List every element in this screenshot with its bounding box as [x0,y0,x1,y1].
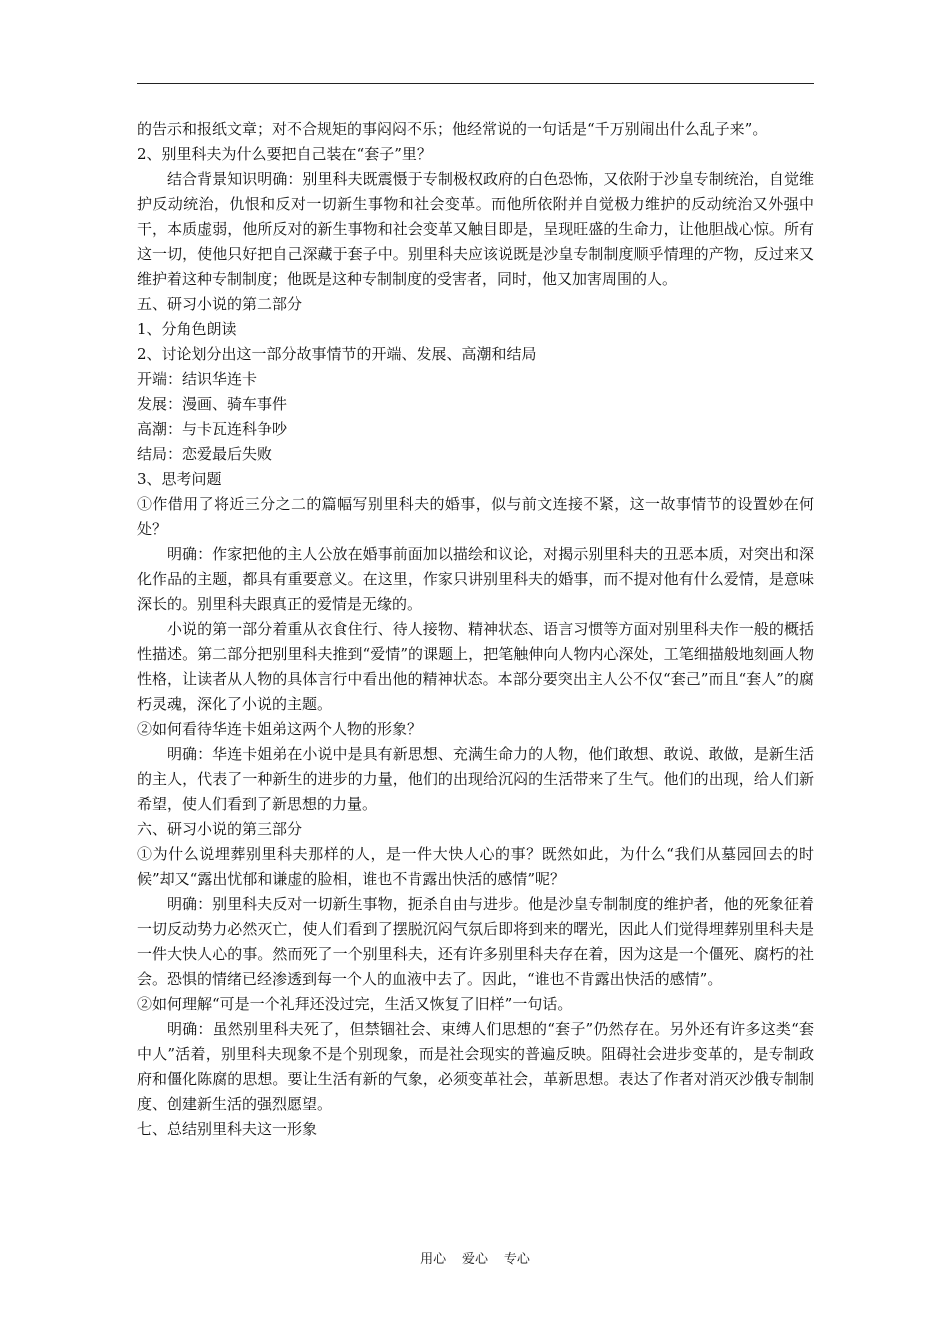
answer-paragraph: 明确：别里科夫反对一切新生事物，扼杀自由与进步。他是沙皇专制制度的维护者，他的死象征着一切反动势力必然灭亡，使人们看到了摆脱沉闷气氛后即将到来的曙光，因此人们觉得埋葬别里科夫是一件大快人心的事。然而死了一个别里科夫，还有许多别里科夫存在着，因为这是一个僵死、腐朽的社会。恐惧的情绪已经渗透到每一个人的血液中去了。因此，“谁也不肯露出快活的感情”。 [137,895,814,988]
section-6-heading: 六、研习小说的第三部分 [137,820,303,838]
answer-paragraph: 明确：华连卡姐弟在小说中是具有新思想、充满生命力的人物，他们敢想、敢说、敢做，是新生活的主人，代表了一种新生的进步的力量，他们的出现给沉闷的生活带来了生气。他们的出现，给人们新希望，使人们看到了新思想的力量。 [137,745,814,813]
plot-climax: 高潮：与卡瓦连科争吵 [137,420,288,438]
step-1: 1、分角色朗读 [137,320,237,338]
answer-paragraph: 小说的第一部分着重从衣食住行、待人接物、精神状态、语言习惯等方面对别里科夫作一般的概括性描述。第二部分把别里科夫推到“爱情”的课题上，把笔触伸向人物内心深处，工笔细描般地刻画人物性格，让读者从人物的具体言行中看出他的精神状态。本部分要突出主人公不仅“套己”而且“套人”的腐朽灵魂，深化了小说的主题。 [137,620,814,713]
section-5-heading: 五、研习小说的第二部分 [137,295,303,313]
question-2: ②如何理解“可是一个礼拜还没过完，生活又恢复了旧样”一句话。 [137,995,573,1013]
question-2-heading: 2、别里科夫为什么要把自己装在“套子”里？ [137,145,432,163]
plot-development: 发展：漫画、骑车事件 [137,395,288,413]
answer-paragraph: 明确：作家把他的主人公放在婚事前面加以描绘和议论，对揭示别里科夫的丑恶本质，对突出和深化作品的主题，都具有重要意义。在这里，作家只讲别里科夫的婚事，而不提对他有什么爱情，是意味深长的。别里科夫跟真正的爱情是无缘的。 [137,545,814,613]
step-3: 3、思考问题 [137,470,222,488]
question-2: ②如何看待华连卡姐弟这两个人物的形象？ [137,720,423,738]
answer-paragraph: 结合背景知识明确：别里科夫既震慑于专制极权政府的白色恐怖，又依附于沙皇专制统治，自觉维护反动统治，仇恨和反对一切新生事物和社会变革。而他所依附并自觉极力维护的反动统治又外强中干，本质虚弱，他所反对的新生事物和社会变革又触目即是，呈现旺盛的生命力，让他胆战心惊。所有这一切，使他只好把自己深藏于套子中。别里科夫应该说既是沙皇专制制度顺乎情理的产物，反过来又维护着这种专制制度；他既是这种专制制度的受害者，同时，他又加害周围的人。 [137,170,814,288]
plot-opening: 开端：结识华连卡 [137,370,258,388]
document-body [137,117,814,1142]
paragraph-continuation: 的告示和报纸文章；对不合规矩的事闷闷不乐；他经常说的一句话是“千万别闹出什么乱子来”。 [137,120,768,138]
question-1: ①作借用了将近三分之二的篇幅写别里科夫的婚事，似与前文连接不紧，这一故事情节的设置妙在何处？ [137,495,814,538]
section-7-heading: 七、总结别里科夫这一形象 [137,1120,318,1138]
answer-paragraph: 明确：虽然别里科夫死了，但禁锢社会、束缚人们思想的“套子”仍然存在。另外还有许多这类“套中人”活着，别里科夫现象不是个别现象，而是社会现实的普遍反映。阻碍社会进步变革的，是专制政府和僵化陈腐的思想。要让生活有新的气象，必须变革社会，革新思想。表达了作者对消灭沙俄专制制度、创建新生活的强烈愿望。 [137,1020,814,1113]
step-2: 2、讨论划分出这一部分故事情节的开端、发展、高潮和结局 [137,345,537,363]
header-rule [137,83,814,84]
plot-ending: 结局：恋爱最后失败 [137,445,273,463]
page-footer: 用心 爱心 专心 [420,1252,530,1267]
question-1: ①为什么说埋葬别里科夫那样的人，是一件大快人心的事？既然如此，为什么“我们从墓园回去的时候”却又“露出忧郁和谦虚的脸相，谁也不肯露出快活的感情”呢？ [137,845,814,888]
